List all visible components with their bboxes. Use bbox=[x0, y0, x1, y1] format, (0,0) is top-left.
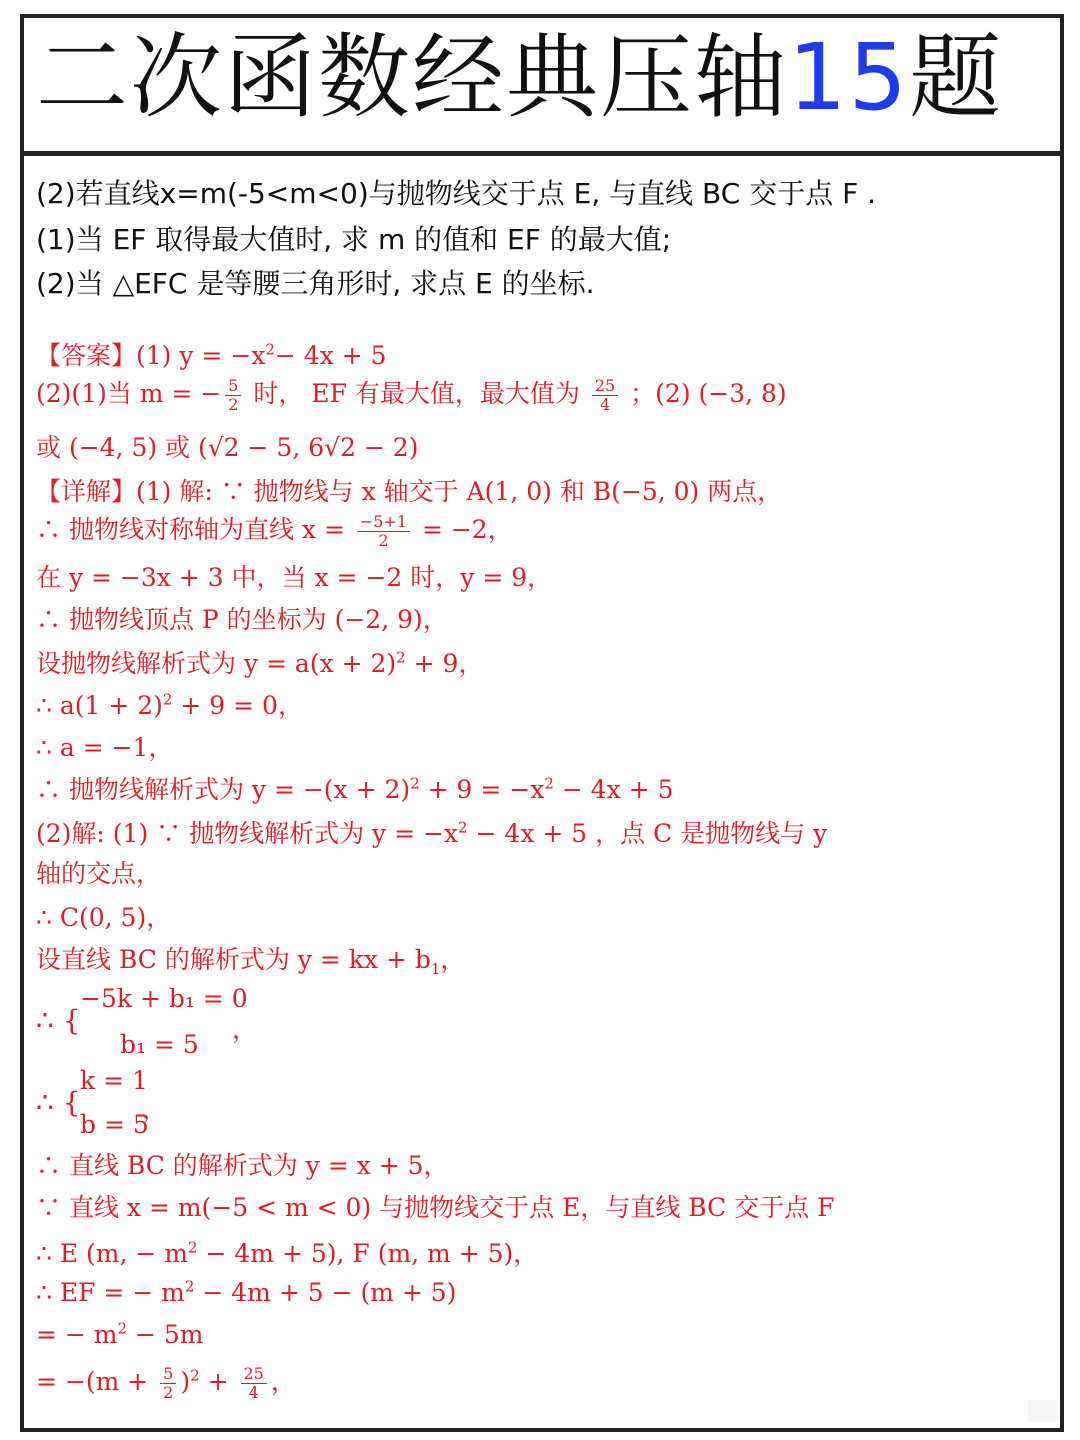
system-2-comma: ， bbox=[142, 1095, 168, 1124]
system-2-row-2: b = 5 bbox=[80, 1110, 149, 1139]
answer-line-1: 【答案】(1) $y = -x^2- 4x + 5$ bbox=[36, 340, 387, 370]
detail-line-17: = − $m^2 - 5m$ bbox=[36, 1319, 204, 1349]
detail-line-13: ∴ 直线 BC 的解析式为 y = x + 5， bbox=[36, 1151, 449, 1180]
title-main: 二次函数经典压轴 bbox=[36, 24, 789, 131]
answer-line-2: (2)(1)当 m = − $\frac{5}{2}$ 时， EF 有最大值，最大值为 $\frac{25}{4}$ ；(2) (−3, 8) bbox=[36, 376, 787, 414]
brace: ∴ { bbox=[36, 1086, 81, 1119]
detail-line-16: ∴ EF = − $m^2 - 4m + 5 - (m + 5)$ bbox=[36, 1277, 457, 1307]
detail-line-3: 在 y = −3x + 3 中，当 x = −2 时，y = 9， bbox=[36, 563, 553, 592]
system-1-row-2: b₁ = 5 bbox=[120, 1030, 199, 1059]
fraction: $\frac{5}{2}$ bbox=[225, 377, 241, 414]
system-2-row-1: k = 1 bbox=[80, 1066, 148, 1095]
detail-line-1: 【详解】(1) 解: ∵ 抛物线与 x 轴交于 A(1, 0) 和 B(−5, 0) 两点， bbox=[36, 477, 783, 506]
detail-line-5: 设抛物线解析式为 $y = a(x + 2)^2 + 9$， bbox=[36, 648, 484, 678]
fraction: $\frac{-5+1}{2}$ bbox=[357, 513, 410, 550]
fraction: $\frac{5}{2}$ bbox=[160, 1365, 176, 1402]
detail-line-6: ∴ $a(1 + 2)^2 + 9 = 0$， bbox=[36, 690, 303, 720]
title-suffix: 题 bbox=[909, 24, 1004, 131]
brace: ∴ { bbox=[36, 1004, 81, 1037]
fraction: $\frac{25}{4}$ bbox=[241, 1365, 267, 1402]
system-1-comma: ， bbox=[232, 1015, 258, 1044]
detail-line-4: ∴ 抛物线顶点 P 的坐标为 (−2, 9)， bbox=[36, 605, 448, 634]
watermark-icon bbox=[1028, 1400, 1058, 1422]
detail-line-18: = −(m + $\frac{5}{2}$ )$^2$ + $\frac{25}{4}$ ， bbox=[36, 1364, 296, 1402]
fraction: $\frac{25}{4}$ bbox=[592, 377, 618, 414]
equation-system-1 bbox=[36, 1004, 81, 1037]
question-line-2: (1)当 EF 取得最大值时, 求 m 的值和 EF 的最大值; bbox=[36, 223, 672, 256]
detail-line-10: 轴的交点， bbox=[36, 859, 162, 888]
detail-line-14: ∵ 直线 x = m(−5 < m < 0) 与抛物线交于点 E，与直线 BC 交于点 F bbox=[36, 1193, 835, 1222]
question-line-1: (2)若直线x=m(-5<m<0)与抛物线交于点 E, 与直线 BC 交于点 F . bbox=[36, 177, 877, 210]
title-number: 15 bbox=[788, 24, 910, 131]
detail-line-11: ∴ C(0, 5)， bbox=[36, 903, 172, 932]
detail-line-7: ∴ a = −1， bbox=[36, 733, 174, 762]
detail-line-15: ∴ E (m, − $m^2 - 4m + 5$), F (m, m + 5)， bbox=[36, 1238, 539, 1268]
detail-line-2: ∴ 抛物线对称轴为直线 x = $\frac{-5+1}{2}$ = −2， bbox=[36, 512, 513, 550]
detail-line-8: ∴ 抛物线解析式为 $y = -(x + 2)^2 + 9 = -x^2 - 4x + 5$ bbox=[36, 774, 674, 804]
detail-line-12: 设直线 BC 的解析式为 y = kx + $b_1$， bbox=[36, 945, 466, 978]
page-title bbox=[36, 20, 1003, 136]
answer-line-3: 或 (−4, 5) 或 (√2 − 5, 6√2 − 2) bbox=[36, 433, 419, 462]
detail-line-9: (2)解: (1) ∵ 抛物线解析式为 $y = -x^2 - 4x + 5$ ，点 C 是抛物线与 y bbox=[36, 818, 828, 848]
equation-system-2 bbox=[36, 1086, 81, 1119]
system-1-row-1: −5k + b₁ = 0 bbox=[80, 984, 248, 1013]
question-line-3: (2)当 △EFC 是等腰三角形时, 求点 E 的坐标. bbox=[36, 267, 595, 300]
